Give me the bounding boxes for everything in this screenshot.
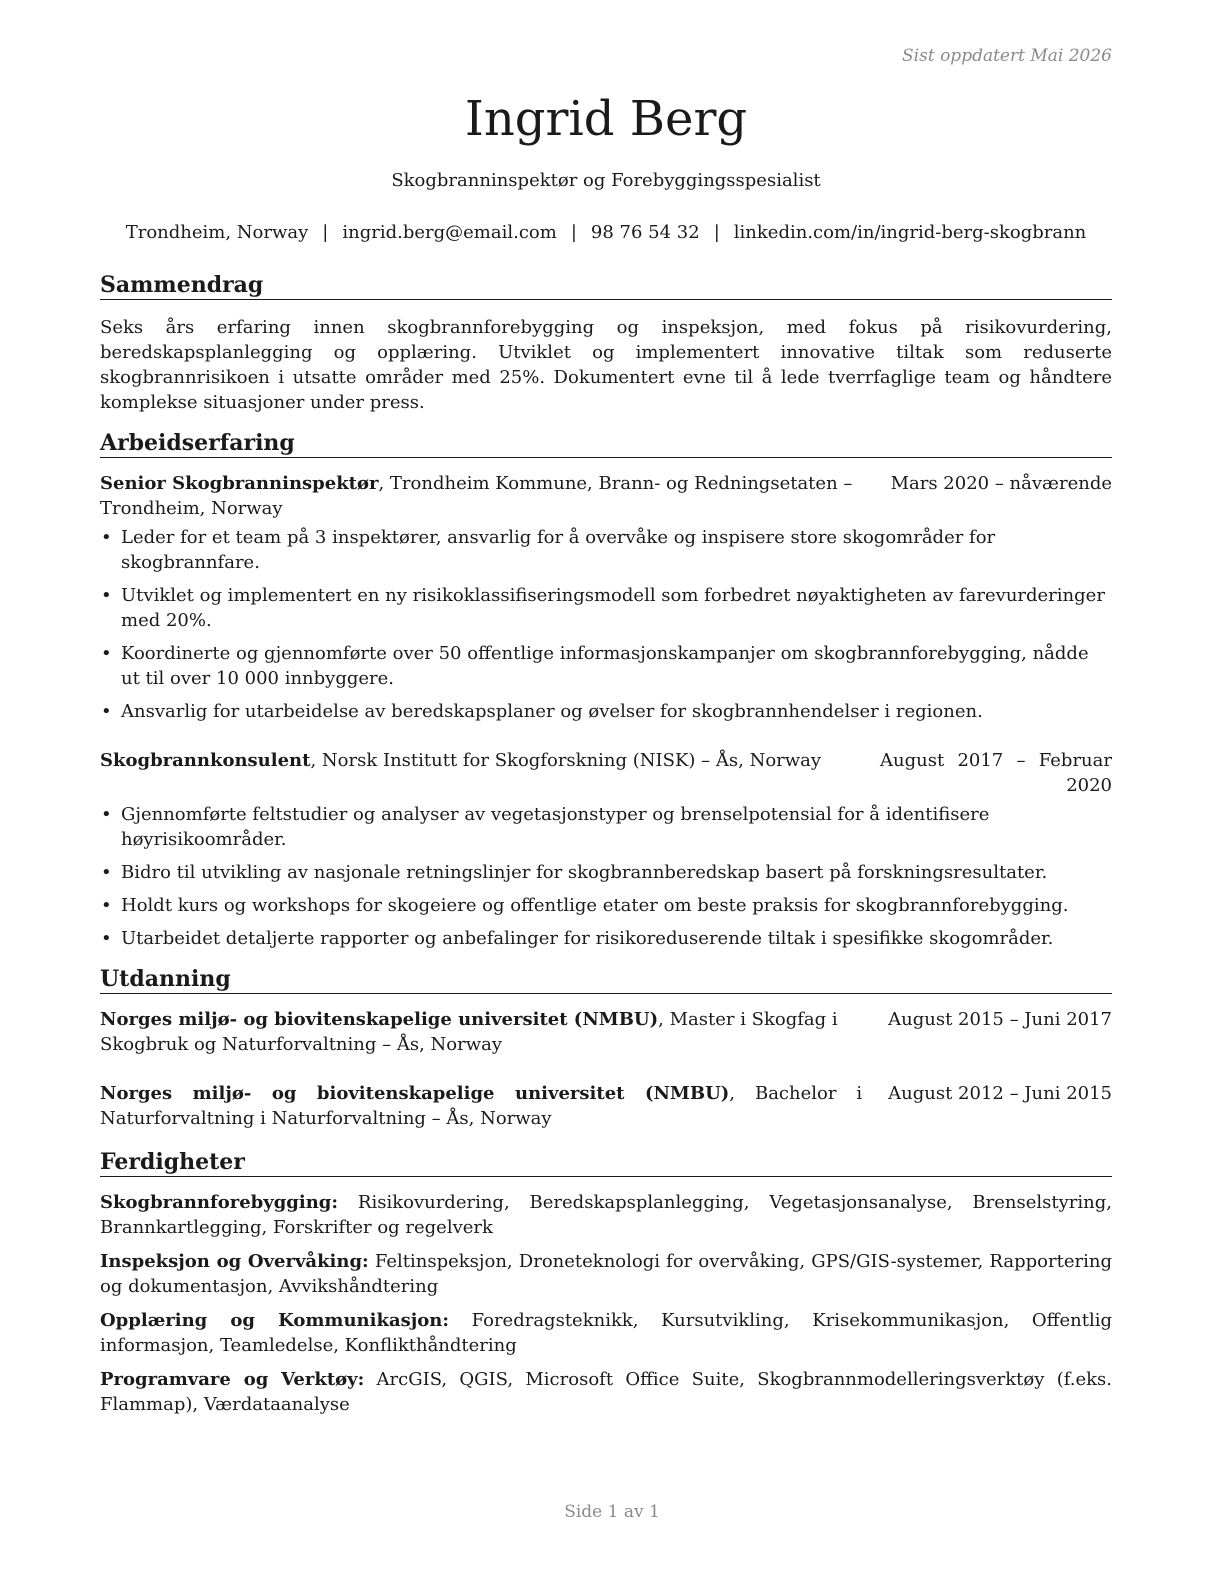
contact-separator: | xyxy=(570,222,577,243)
job-dates: Mars 2020 – nåværende xyxy=(890,473,1112,494)
skill-group-label: Opplæring og Kommunikasjon: xyxy=(100,1310,449,1331)
skill-group-items: Foredragsteknikk, Kursutvikling, Krisekommunikasjon, Offentlig informasjon, Teamledelse, Konflikthåndtering xyxy=(100,1310,1112,1356)
contact-location: Trondheim, Norway xyxy=(125,222,309,243)
job-role: Senior Skogbranninspektør xyxy=(100,473,379,494)
education-entry xyxy=(100,1007,1112,1057)
contact-line xyxy=(100,220,1112,245)
education-dates: August 2015 – Juni 2017 xyxy=(888,1009,1112,1030)
skill-group xyxy=(100,1249,1112,1299)
education-dates: August 2012 – Juni 2015 xyxy=(888,1083,1112,1104)
job-dates: August 2017 – Februar 2020 xyxy=(880,750,1112,796)
job-entry xyxy=(100,471,1112,724)
job-org: , Norsk Institutt for Skogforskning (NISK) – Ås, Norway xyxy=(310,750,822,771)
education-title-line xyxy=(100,1081,888,1131)
job-role: Skogbrannkonsulent xyxy=(100,750,311,771)
list-item: • Holdt kurs og workshops for skogeiere og offentlige etater om beste praksis for skogbrannforebygging. xyxy=(100,893,1112,918)
skills-heading: Ferdigheter xyxy=(100,1148,1112,1177)
list-item: • Koordinerte og gjennomførte over 50 offentlige informasjonskampanjer om skogbrannforebygging, nådde ut til over 10 000 innbyggere. xyxy=(100,641,1112,691)
skills-list xyxy=(100,1190,1112,1417)
skill-group xyxy=(100,1190,1112,1240)
summary-heading: Sammendrag xyxy=(100,271,1112,300)
contact-email[interactable]: ingrid.berg@email.com xyxy=(342,222,557,243)
contact-separator: | xyxy=(322,222,329,243)
education-school: Norges miljø- og biovitenskapelige universitet (NMBU) xyxy=(100,1083,730,1104)
skill-group-items: Risikovurdering, Beredskapsplanlegging, Vegetasjonsanalyse, Brenselstyring, Brannkartlegging, Forskrifter og regelverk xyxy=(100,1192,1112,1238)
job-title-line xyxy=(100,471,891,521)
skill-group-label: Skogbrannforebygging: xyxy=(100,1192,339,1213)
job-header xyxy=(100,748,1112,798)
summary-text: Seks års erfaring innen skogbrannforebygging og inspeksjon, med fokus på risikovurdering, beredskapsplanlegging og opplæring. Utviklet og implementert innovative tiltak som reduserte skogbrannrisikoen i utsatte områder med 25%. Dokumentert evne til å lede tverrfaglige team og håndtere komplekse situasjoner under press. xyxy=(100,317,1112,413)
skill-group-items: ArcGIS, QGIS, Microsoft Office Suite, Skogbrannmodelleringsverktøy (f.eks. Flammap), Værdataanalyse xyxy=(100,1369,1112,1415)
job-title-line xyxy=(100,748,880,773)
list-item: • Utarbeidet detaljerte rapporter og anbefalinger for risikoreduserende tiltak i spesifikke skogområder. xyxy=(100,926,1112,951)
page-number: Side 1 av 1 xyxy=(564,1502,660,1522)
education-entry xyxy=(100,1081,1112,1131)
skill-group-label: Inspeksjon og Overvåking: xyxy=(100,1251,369,1272)
education-heading: Utdanning xyxy=(100,965,1112,994)
skill-group-label: Programvare og Verktøy: xyxy=(100,1369,365,1390)
job-bullets xyxy=(100,525,1112,724)
skill-group xyxy=(100,1308,1112,1358)
list-item: • Bidro til utvikling av nasjonale retningslinjer for skogbrannberedskap basert på forskningsresultater. xyxy=(100,860,1112,885)
contact-linkedin[interactable]: linkedin.com/in/ingrid-berg-skogbrann xyxy=(733,222,1087,243)
list-item: • Utviklet og implementert en ny risikoklassifiseringsmodell som forbedret nøyaktigheten av farevurderinger med 20%. xyxy=(100,583,1112,633)
skill-group-items: Feltinspeksjon, Droneteknologi for overvåking, GPS/GIS-systemer, Rapportering og dokumentasjon, Avvikshåndtering xyxy=(100,1251,1112,1297)
candidate-name: Ingrid Berg xyxy=(464,91,748,147)
education-degree: , Master i Skogfag i Skogbruk og Naturforvaltning – Ås, Norway xyxy=(100,1009,838,1055)
skill-group xyxy=(100,1367,1112,1417)
education-school: Norges miljø- og biovitenskapelige universitet (NMBU) xyxy=(100,1009,659,1030)
job-bullets xyxy=(100,802,1112,951)
experience-heading: Arbeidserfaring xyxy=(100,429,1112,458)
education-title-line xyxy=(100,1007,888,1057)
job-entry xyxy=(100,748,1112,951)
contact-separator: | xyxy=(713,222,720,243)
education-degree: , Bachelor i Naturforvaltning i Naturforvaltning – Ås, Norway xyxy=(100,1083,863,1129)
job-org: , Trondheim Kommune, Brann- og Redningsetaten – Trondheim, Norway xyxy=(100,473,853,519)
contact-phone: 98 76 54 32 xyxy=(590,222,700,243)
last-updated: Sist oppdatert Mai 2026 xyxy=(902,46,1112,66)
list-item: • Ansvarlig for utarbeidelse av beredskapsplaner og øvelser for skogbrannhendelser i regionen. xyxy=(100,699,1112,724)
list-item: • Leder for et team på 3 inspektører, ansvarlig for å overvåke og inspisere store skogområder for skogbrannfare. xyxy=(100,525,1112,575)
candidate-title: Skogbranninspektør og Forebyggingsspesialist xyxy=(391,170,821,191)
list-item: • Gjennomførte feltstudier og analyser av vegetasjonstyper og brenselpotensial for å identifisere høyrisikoområder. xyxy=(100,802,1112,852)
job-header xyxy=(100,471,1112,521)
